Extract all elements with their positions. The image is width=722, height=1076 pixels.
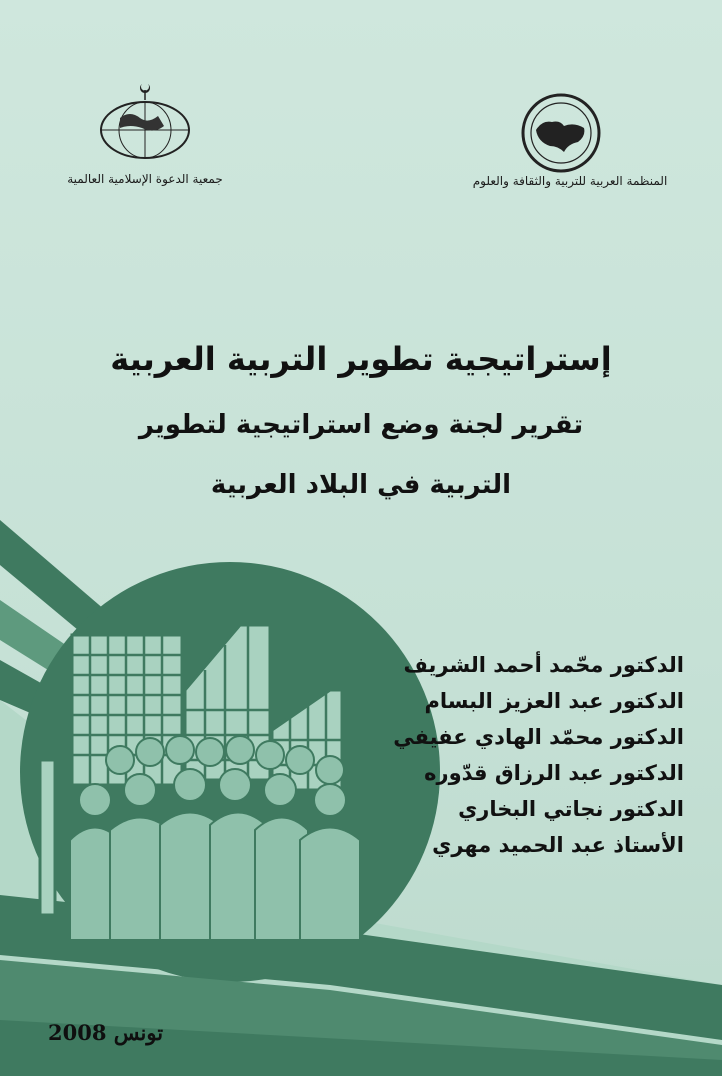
place-year: تونس 2008 <box>48 1020 164 1045</box>
authors-list <box>393 647 684 863</box>
book-subtitle-line-2: التربية في البلاد العربية <box>210 470 512 500</box>
author-name: الدكتور عبد العزيز البسام <box>424 689 684 713</box>
author-name: الدكتور نجاتي البخاري <box>458 797 684 821</box>
right-org-caption: المنظمة العربية للتربية والثقافة والعلوم <box>472 174 668 188</box>
author-name: الدكتور عبد الرزاق قدّوره <box>424 761 684 785</box>
author-name: الدكتور محمّد الهادي عفيفي <box>393 725 684 749</box>
book-title: إستراتيجية تطوير التربية العربية <box>110 340 612 378</box>
book-subtitle-line-1: تقرير لجنة وضع استراتيجية لتطوير <box>138 410 584 440</box>
arab-world-map-emblem-icon <box>520 92 602 174</box>
globe-crescent-emblem-icon <box>95 78 195 168</box>
author-name: الأستاذ عبد الحميد مهري <box>432 833 684 857</box>
author-name: الدكتور محّمد أحمد الشريف <box>403 653 684 677</box>
left-org-caption: جمعية الدعوة الإسلامية العالمية <box>67 172 223 186</box>
